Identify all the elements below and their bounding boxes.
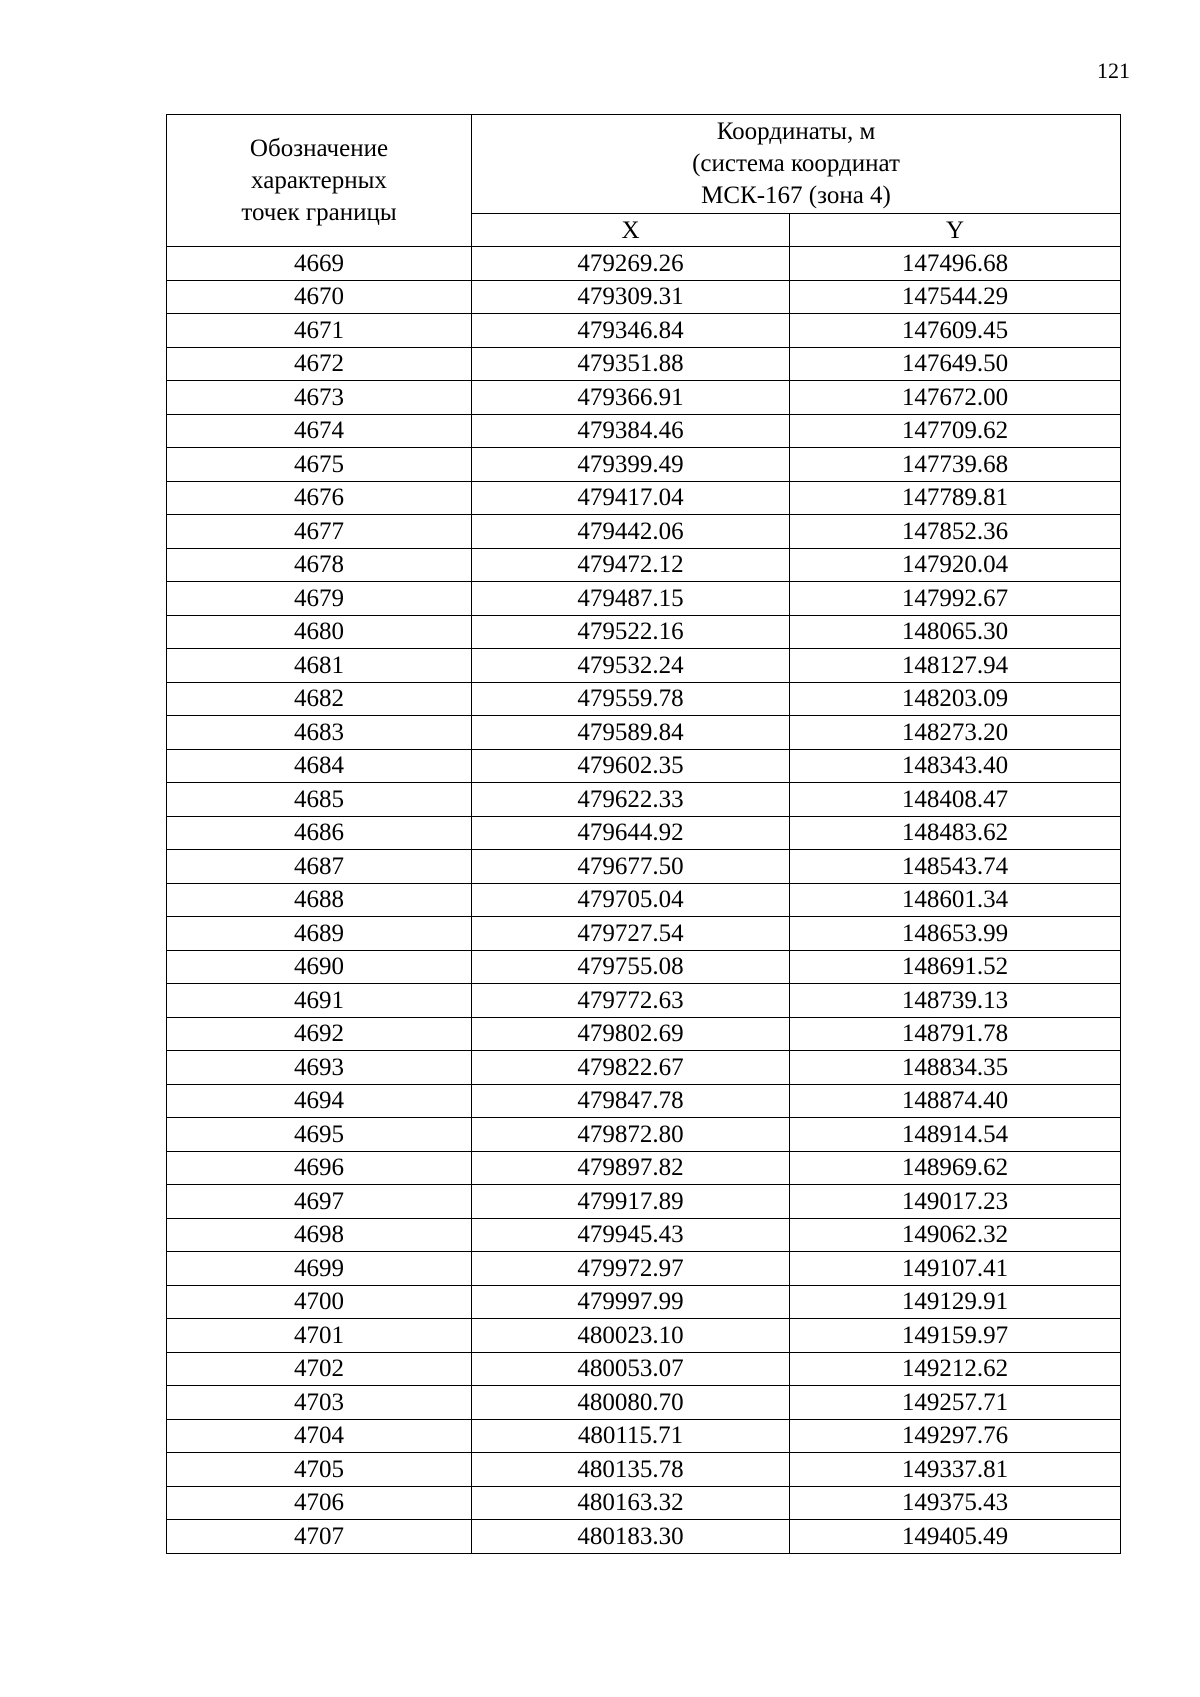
point-cell: 4681 [167, 649, 472, 683]
table-row [167, 1486, 1121, 1520]
point-cell: 4678 [167, 548, 472, 582]
y-cell: 149405.49 [790, 1520, 1121, 1554]
x-cell: 479872.80 [472, 1118, 790, 1152]
y-cell: 148543.74 [790, 850, 1121, 884]
x-cell: 479559.78 [472, 682, 790, 716]
y-cell: 148203.09 [790, 682, 1121, 716]
table-row [167, 749, 1121, 783]
point-cell: 4669 [167, 247, 472, 281]
point-cell: 4694 [167, 1084, 472, 1118]
y-cell: 147672.00 [790, 381, 1121, 415]
header-coordinates [472, 115, 1121, 214]
point-cell: 4687 [167, 850, 472, 884]
header-designation-line: характерных [251, 166, 387, 194]
table-row [167, 1352, 1121, 1386]
table-row [167, 414, 1121, 448]
y-cell: 149375.43 [790, 1486, 1121, 1520]
y-cell: 147789.81 [790, 481, 1121, 515]
header-coordinates-line: МСК-167 (зона 4) [701, 182, 891, 209]
table-row [167, 1218, 1121, 1252]
point-cell: 4673 [167, 381, 472, 415]
table-row [167, 381, 1121, 415]
table-header [167, 115, 1121, 247]
y-cell: 147709.62 [790, 414, 1121, 448]
y-cell: 149297.76 [790, 1419, 1121, 1453]
point-cell: 4671 [167, 314, 472, 348]
x-cell: 479309.31 [472, 280, 790, 314]
x-cell: 479384.46 [472, 414, 790, 448]
x-cell: 479269.26 [472, 247, 790, 281]
point-cell: 4693 [167, 1051, 472, 1085]
table-row [167, 280, 1121, 314]
x-cell: 480163.32 [472, 1486, 790, 1520]
x-cell: 480023.10 [472, 1319, 790, 1353]
table-row [167, 582, 1121, 616]
header-designation-line: точек границы [241, 198, 397, 226]
y-cell: 148408.47 [790, 783, 1121, 817]
y-cell: 148791.78 [790, 1017, 1121, 1051]
x-cell: 479487.15 [472, 582, 790, 616]
table-row [167, 1453, 1121, 1487]
point-cell: 4701 [167, 1319, 472, 1353]
point-cell: 4697 [167, 1185, 472, 1219]
point-cell: 4676 [167, 481, 472, 515]
table-row [167, 1252, 1121, 1286]
table-row [167, 1319, 1121, 1353]
x-cell: 480080.70 [472, 1386, 790, 1420]
table-row [167, 448, 1121, 482]
x-cell: 479822.67 [472, 1051, 790, 1085]
y-cell: 149129.91 [790, 1285, 1121, 1319]
table-row [167, 515, 1121, 549]
point-cell: 4682 [167, 682, 472, 716]
y-cell: 148874.40 [790, 1084, 1121, 1118]
table-row [167, 682, 1121, 716]
table-row [167, 783, 1121, 817]
x-cell: 479366.91 [472, 381, 790, 415]
point-cell: 4683 [167, 716, 472, 750]
table-row [167, 950, 1121, 984]
point-cell: 4689 [167, 917, 472, 951]
x-cell: 479589.84 [472, 716, 790, 750]
x-cell: 479705.04 [472, 883, 790, 917]
y-cell: 148653.99 [790, 917, 1121, 951]
y-cell: 149107.41 [790, 1252, 1121, 1286]
y-cell: 148273.20 [790, 716, 1121, 750]
y-cell: 149159.97 [790, 1319, 1121, 1353]
x-cell: 479997.99 [472, 1285, 790, 1319]
point-cell: 4696 [167, 1151, 472, 1185]
point-cell: 4677 [167, 515, 472, 549]
y-cell: 147852.36 [790, 515, 1121, 549]
header-y: Y [790, 214, 1121, 247]
x-cell: 479472.12 [472, 548, 790, 582]
y-cell: 148834.35 [790, 1051, 1121, 1085]
x-cell: 480115.71 [472, 1419, 790, 1453]
point-cell: 4686 [167, 816, 472, 850]
table-row [167, 481, 1121, 515]
point-cell: 4698 [167, 1218, 472, 1252]
y-cell: 147920.04 [790, 548, 1121, 582]
x-cell: 480135.78 [472, 1453, 790, 1487]
table-row [167, 984, 1121, 1018]
table-row [167, 1185, 1121, 1219]
x-cell: 479917.89 [472, 1185, 790, 1219]
header-x: X [472, 214, 790, 247]
y-cell: 147739.68 [790, 448, 1121, 482]
point-cell: 4692 [167, 1017, 472, 1051]
table-row [167, 883, 1121, 917]
table-row [167, 1520, 1121, 1554]
x-cell: 479772.63 [472, 984, 790, 1018]
y-cell: 148691.52 [790, 950, 1121, 984]
y-cell: 149062.32 [790, 1218, 1121, 1252]
table-row [167, 548, 1121, 582]
table-row [167, 917, 1121, 951]
header-designation-line: Обозначение [249, 134, 389, 162]
y-cell: 147544.29 [790, 280, 1121, 314]
point-cell: 4670 [167, 280, 472, 314]
point-cell: 4699 [167, 1252, 472, 1286]
y-cell: 148969.62 [790, 1151, 1121, 1185]
x-cell: 479802.69 [472, 1017, 790, 1051]
x-cell: 479399.49 [472, 448, 790, 482]
x-cell: 480053.07 [472, 1352, 790, 1386]
point-cell: 4685 [167, 783, 472, 817]
table-row [167, 850, 1121, 884]
y-cell: 148739.13 [790, 984, 1121, 1018]
point-cell: 4688 [167, 883, 472, 917]
header-coordinates-line: (система координат [692, 150, 900, 177]
table-row [167, 1051, 1121, 1085]
x-cell: 479945.43 [472, 1218, 790, 1252]
table-row [167, 1151, 1121, 1185]
x-cell: 479755.08 [472, 950, 790, 984]
x-cell: 479602.35 [472, 749, 790, 783]
y-cell: 148914.54 [790, 1118, 1121, 1152]
y-cell: 147496.68 [790, 247, 1121, 281]
x-cell: 479727.54 [472, 917, 790, 951]
point-cell: 4705 [167, 1453, 472, 1487]
y-cell: 149212.62 [790, 1352, 1121, 1386]
y-cell: 149337.81 [790, 1453, 1121, 1487]
y-cell: 148601.34 [790, 883, 1121, 917]
point-cell: 4704 [167, 1419, 472, 1453]
y-cell: 148483.62 [790, 816, 1121, 850]
y-cell: 147609.45 [790, 314, 1121, 348]
x-cell: 479351.88 [472, 347, 790, 381]
point-cell: 4706 [167, 1486, 472, 1520]
table-row [167, 816, 1121, 850]
point-cell: 4690 [167, 950, 472, 984]
point-cell: 4703 [167, 1386, 472, 1420]
table-row [167, 1017, 1121, 1051]
table-row [167, 247, 1121, 281]
y-cell: 148127.94 [790, 649, 1121, 683]
table-row [167, 649, 1121, 683]
point-cell: 4674 [167, 414, 472, 448]
x-cell: 479622.33 [472, 783, 790, 817]
point-cell: 4695 [167, 1118, 472, 1152]
x-cell: 479644.92 [472, 816, 790, 850]
y-cell: 147649.50 [790, 347, 1121, 381]
point-cell: 4680 [167, 615, 472, 649]
header-designation [167, 115, 472, 247]
table-row [167, 1419, 1121, 1453]
point-cell: 4691 [167, 984, 472, 1018]
point-cell: 4702 [167, 1352, 472, 1386]
table-body [167, 247, 1121, 1554]
point-cell: 4684 [167, 749, 472, 783]
table-row [167, 347, 1121, 381]
page-number: 121 [1097, 58, 1130, 83]
x-cell: 479442.06 [472, 515, 790, 549]
point-cell: 4675 [167, 448, 472, 482]
table-row [167, 1386, 1121, 1420]
y-cell: 149257.71 [790, 1386, 1121, 1420]
x-cell: 479972.97 [472, 1252, 790, 1286]
table-row [167, 615, 1121, 649]
table-row [167, 1118, 1121, 1152]
point-cell: 4672 [167, 347, 472, 381]
x-cell: 479417.04 [472, 481, 790, 515]
x-cell: 479522.16 [472, 615, 790, 649]
table-row [167, 314, 1121, 348]
point-cell: 4679 [167, 582, 472, 616]
x-cell: 480183.30 [472, 1520, 790, 1554]
y-cell: 147992.67 [790, 582, 1121, 616]
point-cell: 4700 [167, 1285, 472, 1319]
y-cell: 148343.40 [790, 749, 1121, 783]
table-row [167, 1285, 1121, 1319]
x-cell: 479346.84 [472, 314, 790, 348]
y-cell: 149017.23 [790, 1185, 1121, 1219]
x-cell: 479677.50 [472, 850, 790, 884]
y-cell: 148065.30 [790, 615, 1121, 649]
coordinates-table [166, 114, 1121, 1554]
table-row [167, 716, 1121, 750]
table-row [167, 1084, 1121, 1118]
header-coordinates-line: Координаты, м [716, 118, 876, 145]
x-cell: 479897.82 [472, 1151, 790, 1185]
x-cell: 479847.78 [472, 1084, 790, 1118]
x-cell: 479532.24 [472, 649, 790, 683]
point-cell: 4707 [167, 1520, 472, 1554]
